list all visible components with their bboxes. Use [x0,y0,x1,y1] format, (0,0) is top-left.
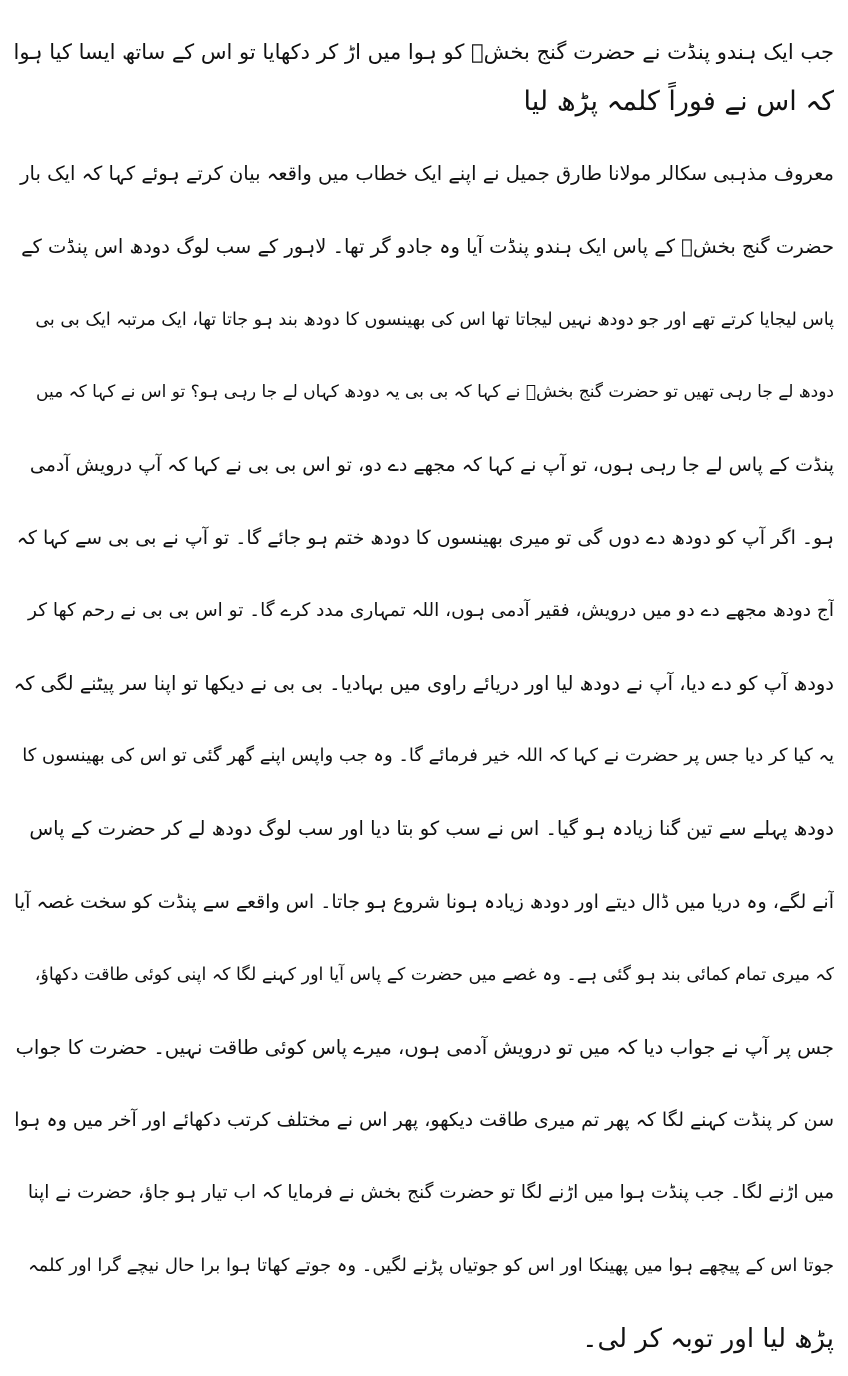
body-line: کہ میری تمام کمائی بند ہو گئی ہے۔ وہ غصے میں حضرت کے پاس آیا اور کہنے لگا کہ اپنی کوئی طاقت دکھاؤ، [34,964,834,985]
body-line: میں اڑنے لگا۔ جب پنڈت ہوا میں اڑنے لگا تو حضرت گنج بخش نے فرمایا کہ اب تیار ہو جاؤ، حضرت نے اپنا [27,1182,834,1204]
body-line: پڑھ لیا اور توبہ کر لی۔ [582,1323,834,1354]
body-line: پاس لیجایا کرتے تھے اور جو دودھ نہیں لیجاتا تھا اس کی بھینسوں کا دودھ بند ہو جاتا تھا، ایک مرتبہ ایک بی بی [35,309,834,330]
article-body [14,138,834,1376]
body-line: حضرت گنج بخشؒ کے پاس ایک ہندو پنڈت آیا وہ جادو گر تھا۔ لاہور کے سب لوگ دودھ اس پنڈت کے [21,234,834,258]
body-line: جس پر آپ نے جواب دیا کہ میں تو درویش آدمی ہوں، میرے پاس کوئی طاقت نہیں۔ حضرت کا جواب [15,1035,834,1059]
body-line: جوتا اس کے پیچھے ہوا میں پھینکا اور اس کو جوتیاں پڑنے لگیں۔ وہ جوتے کھاتا ہوا برا حال نیچے گرا اور کلمہ [28,1254,834,1276]
body-line: معروف مذہبی سکالر مولانا طارق جمیل نے اپنے ایک خطاب میں واقعہ بیان کرتے ہوئے کہا کہ ایک بار [20,162,834,185]
body-line: سن کر پنڈت کہنے لگا کہ پھر تم میری طاقت دیکھو، پھر اس نے مختلف کرتب دکھائے اور آخر میں وہ ہوا [14,1109,834,1132]
body-line: آج دودھ مجھے دے دو میں درویش، فقیر آدمی ہوں، اللہ تمہاری مدد کرے گا۔ تو اس بی بی نے رحم کھا کر [28,599,834,621]
body-line: دودھ پہلے سے تین گنا زیادہ ہو گیا۔ اس نے سب کو بتا دیا اور سب لوگ دودھ لے کر حضرت کے پاس [29,817,834,841]
body-line: پنڈت کے پاس لے جا رہی ہوں، تو آپ نے کہا کہ مجھے دے دو، تو اس بی بی نے کہا کہ آپ درویش آدمی [29,454,834,477]
body-line: دودھ آپ کو دے دیا، آپ نے دودھ لیا اور دریائے راوی میں بہادیا۔ بی بی نے دیکھا تو اپنا سر پیٹنے لگی کہ [14,671,834,695]
article [14,0,834,1376]
title-line: کہ اس نے فوراً کلمہ پڑھ لیا [523,86,834,117]
body-line: یہ کیا کر دیا جس پر حضرت نے کہا کہ اللہ خیر فرمائے گا۔ وہ جب واپس اپنے گھر گئی تو اس کی بھینسوں کا [22,745,834,767]
body-line: ہو۔ اگر آپ کو دودھ دے دوں گی تو میری بھینسوں کا دودھ ختم ہو جائے گا۔ تو آپ نے بی بی سے کہا کہ [16,526,834,549]
title-line: جب ایک ہندو پنڈت نے حضرت گنج بخشؒ کو ہوا میں اڑ کر دکھایا تو اس کے ساتھ ایسا کیا ہوا [14,40,834,64]
article-title [14,0,834,126]
body-line: آنے لگے، وہ دریا میں ڈال دیتے اور دودھ زیادہ ہونا شروع ہو جاتا۔ اس واقعے سے پنڈت کو سخت غصہ آیا [14,890,834,913]
body-line: دودھ لے جا رہی تھیں تو حضرت گنج بخشؒ نے کہا کہ بی بی یہ دودھ کہاں لے جا رہی ہو؟ تو اس نے کہا کہ میں [36,382,834,403]
